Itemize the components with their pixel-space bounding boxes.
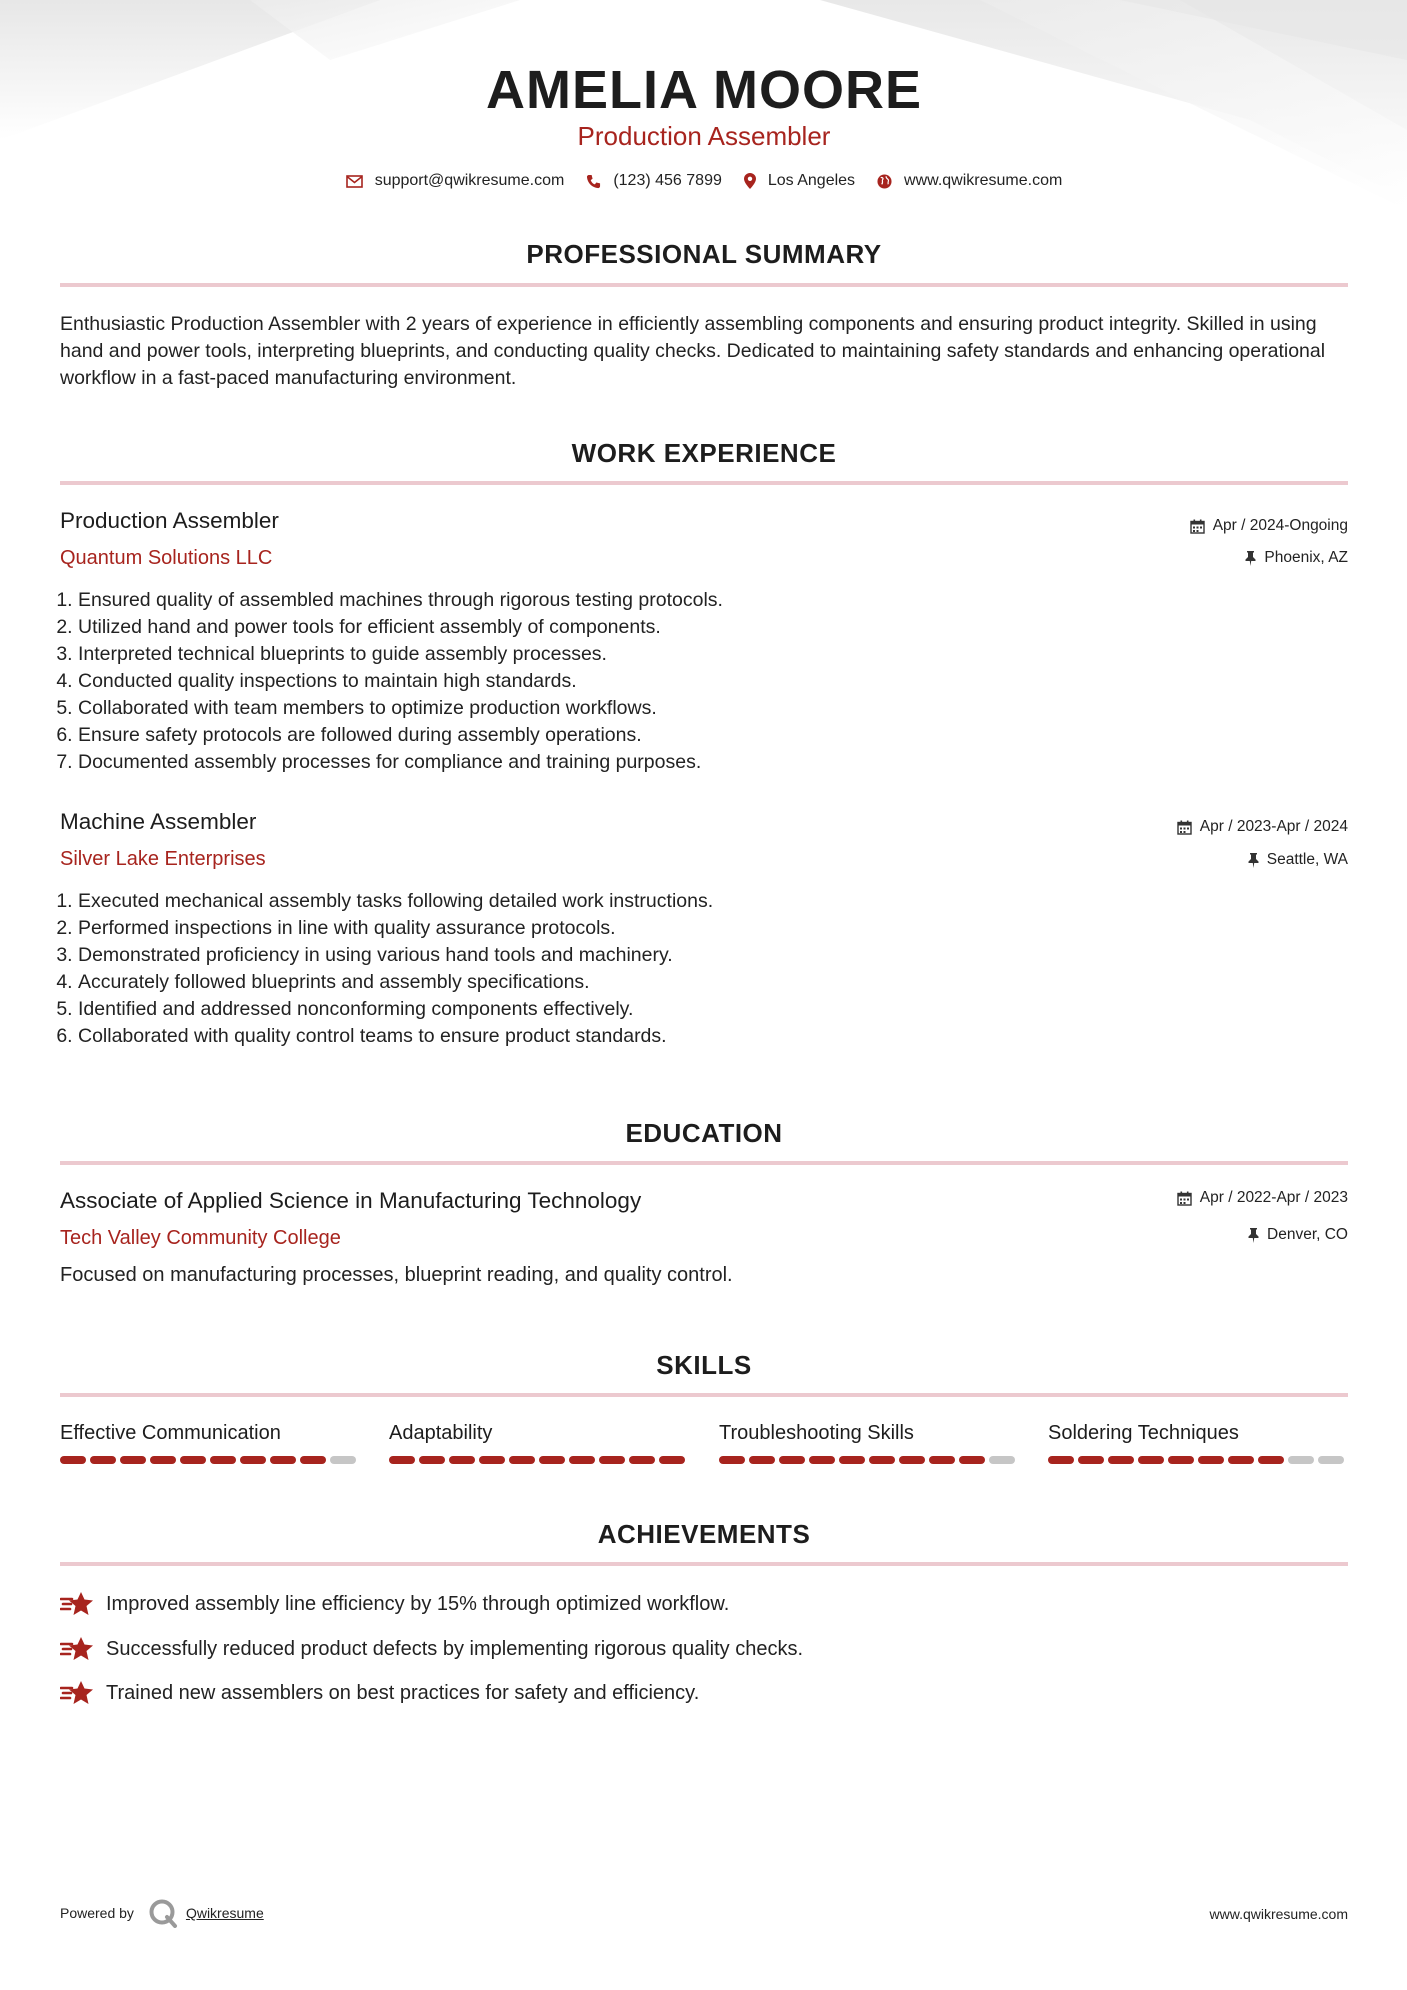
achievement-item <box>60 1636 803 1662</box>
education-dates-text: Apr / 2022-Apr / 2023 <box>1199 1189 1348 1206</box>
candidate-name: AMELIA MOORE <box>486 60 922 120</box>
skill-segment-filled <box>1078 1456 1104 1464</box>
qwikresume-link[interactable]: Qwikresume <box>185 1905 264 1921</box>
list-item: 2. Performed inspections in line with quality assurance protocols. <box>78 915 713 942</box>
powered-by-label: Powered by <box>60 1905 134 1921</box>
skill-item <box>719 1420 1019 1464</box>
skill-segment-filled <box>449 1456 475 1464</box>
list-item: 6. Ensure safety protocols are followed during assembly operations. <box>78 722 723 749</box>
section-divider <box>60 283 1348 287</box>
skill-segment-filled <box>60 1456 86 1464</box>
achievement-text: Successfully reduced product defects by implementing rigorous quality checks. <box>106 1638 804 1660</box>
job-title: Machine Assembler <box>60 809 257 834</box>
section-title-summary: PROFESSIONAL SUMMARY <box>526 239 882 269</box>
degree-title: Associate of Applied Science in Manufacturing Technology <box>60 1188 642 1213</box>
achievement-text: Trained new assemblers on best practices for safety and efficiency. <box>106 1682 700 1704</box>
skill-item <box>1048 1420 1348 1464</box>
skill-segment-filled <box>959 1456 985 1464</box>
contact-phone[interactable] <box>586 172 722 190</box>
list-item: 3. Interpreted technical blueprints to guide assembly processes. <box>78 641 723 668</box>
qwikresume-logo-icon <box>148 1898 180 1928</box>
section-divider <box>60 1562 1348 1566</box>
achievement-text: Improved assembly line efficiency by 15% through optimized workflow. <box>106 1593 730 1615</box>
star-speed-icon <box>60 1591 94 1617</box>
company-name: Silver Lake Enterprises <box>60 848 266 870</box>
section-divider <box>60 1161 1348 1165</box>
skill-segment-filled <box>539 1456 565 1464</box>
skill-segment-filled <box>419 1456 445 1464</box>
section-title-experience: WORK EXPERIENCE <box>571 438 837 468</box>
skill-name: Soldering Techniques <box>1048 1422 1239 1444</box>
email-text: support@qwikresume.com <box>374 172 565 189</box>
phone-text: (123) 456 7899 <box>613 172 722 189</box>
skill-segment-filled <box>1108 1456 1134 1464</box>
job-responsibilities <box>60 888 713 1050</box>
footer-website[interactable]: www.qwikresume.com <box>1209 1906 1348 1922</box>
skill-segment-filled <box>180 1456 206 1464</box>
skill-level-bar <box>719 1456 1019 1464</box>
job-location <box>1245 548 1348 568</box>
calendar-icon <box>1177 1191 1192 1206</box>
skill-item <box>60 1420 360 1464</box>
skill-segment-filled <box>1168 1456 1194 1464</box>
section-title-skills: SKILLS <box>656 1350 752 1380</box>
list-item: 3. Demonstrated proficiency in using various hand tools and machinery. <box>78 942 713 969</box>
skill-segment-filled <box>479 1456 505 1464</box>
skill-segment-filled <box>90 1456 116 1464</box>
list-item: 6. Collaborated with quality control teams to ensure product standards. <box>78 1023 713 1050</box>
skill-segment-empty <box>1318 1456 1344 1464</box>
contact-bar <box>60 172 1348 190</box>
skill-segment-filled <box>779 1456 805 1464</box>
job-title: Production Assembler <box>60 508 279 533</box>
pushpin-icon <box>1245 551 1256 566</box>
skill-segment-empty <box>989 1456 1015 1464</box>
job-location-text: Seattle, WA <box>1266 851 1348 868</box>
pushpin-icon <box>1248 853 1259 868</box>
list-item: 5. Collaborated with team members to optimize production workflows. <box>78 695 723 722</box>
skill-segment-filled <box>929 1456 955 1464</box>
skill-segment-filled <box>240 1456 266 1464</box>
job-dates <box>1177 817 1348 837</box>
candidate-role: Production Assembler <box>577 121 831 151</box>
skill-segment-filled <box>719 1456 745 1464</box>
job-location <box>1248 850 1348 870</box>
skill-segment-filled <box>629 1456 655 1464</box>
skill-name: Effective Communication <box>60 1422 281 1444</box>
job-dates-text: Apr / 2024-Ongoing <box>1212 517 1348 534</box>
skill-segment-filled <box>1258 1456 1284 1464</box>
pushpin-icon <box>1248 1228 1259 1243</box>
section-title-achievements: ACHIEVEMENTS <box>597 1519 811 1549</box>
skill-segment-filled <box>839 1456 865 1464</box>
skill-level-bar <box>1048 1456 1348 1464</box>
section-divider <box>60 1393 1348 1397</box>
location-text: Los Angeles <box>767 172 856 189</box>
envelope-icon <box>346 175 363 188</box>
skill-segment-filled <box>809 1456 835 1464</box>
contact-email[interactable] <box>346 172 565 190</box>
list-item: 5. Identified and addressed nonconforming components effectively. <box>78 996 713 1023</box>
skill-segment-filled <box>270 1456 296 1464</box>
list-item: 2. Utilized hand and power tools for efficient assembly of components. <box>78 614 723 641</box>
section-title-education: EDUCATION <box>625 1118 783 1148</box>
skill-segment-filled <box>659 1456 685 1464</box>
phone-icon <box>586 174 601 189</box>
section-divider <box>60 481 1348 485</box>
company-name: Quantum Solutions LLC <box>60 547 273 569</box>
education-location-text: Denver, CO <box>1267 1226 1348 1243</box>
skill-segment-empty <box>1288 1456 1314 1464</box>
job-responsibilities <box>60 587 723 776</box>
education-location <box>1248 1225 1348 1245</box>
skill-item <box>389 1420 689 1464</box>
job-dates <box>1190 516 1348 536</box>
skill-name: Troubleshooting Skills <box>719 1422 914 1444</box>
school-name: Tech Valley Community College <box>60 1227 341 1249</box>
star-speed-icon <box>60 1636 94 1662</box>
map-pin-icon <box>744 173 756 189</box>
calendar-icon <box>1177 820 1192 835</box>
skill-segment-filled <box>1138 1456 1164 1464</box>
globe-icon <box>877 174 892 189</box>
list-item: 4. Conducted quality inspections to maintain high standards. <box>78 668 723 695</box>
skill-segment-filled <box>150 1456 176 1464</box>
skill-segment-filled <box>599 1456 625 1464</box>
job-dates-text: Apr / 2023-Apr / 2024 <box>1199 818 1348 835</box>
skill-level-bar <box>389 1456 689 1464</box>
skill-name: Adaptability <box>389 1422 493 1444</box>
skill-level-bar <box>60 1456 360 1464</box>
contact-location <box>744 172 855 190</box>
skill-segment-filled <box>1228 1456 1254 1464</box>
list-item: 1. Executed mechanical assembly tasks following detailed work instructions. <box>78 888 713 915</box>
list-item: 7. Documented assembly processes for compliance and training purposes. <box>78 749 723 776</box>
skill-segment-filled <box>869 1456 895 1464</box>
contact-website[interactable] <box>877 172 1062 190</box>
website-text: www.qwikresume.com <box>904 172 1063 189</box>
footer-branding <box>60 1898 264 1928</box>
education-dates <box>1177 1188 1348 1208</box>
skill-segment-filled <box>300 1456 326 1464</box>
education-description: Focused on manufacturing processes, blueprint reading, and quality control. <box>60 1264 733 1286</box>
achievement-item <box>60 1591 729 1617</box>
skill-segment-empty <box>330 1456 356 1464</box>
skill-segment-filled <box>389 1456 415 1464</box>
skill-segment-filled <box>1198 1456 1224 1464</box>
skill-segment-filled <box>210 1456 236 1464</box>
skill-segment-filled <box>899 1456 925 1464</box>
job-location-text: Phoenix, AZ <box>1264 549 1348 566</box>
list-item: 1. Ensured quality of assembled machines through rigorous testing protocols. <box>78 587 723 614</box>
skill-segment-filled <box>509 1456 535 1464</box>
skill-segment-filled <box>120 1456 146 1464</box>
star-speed-icon <box>60 1680 94 1706</box>
skill-segment-filled <box>1048 1456 1074 1464</box>
skill-segment-filled <box>749 1456 775 1464</box>
skill-segment-filled <box>569 1456 595 1464</box>
calendar-icon <box>1190 519 1205 534</box>
summary-text: Enthusiastic Production Assembler with 2 years of experience in efficiently assembling components and ensuring product integrity. Skilled in using hand and power tools, interpreting blueprints, and conducting quality checks. Dedicated to maintaining safety standards and enhancing operational workflow in a fast-paced manufacturing environment. <box>60 313 1326 389</box>
achievement-item <box>60 1680 699 1706</box>
list-item: 4. Accurately followed blueprints and assembly specifications. <box>78 969 713 996</box>
